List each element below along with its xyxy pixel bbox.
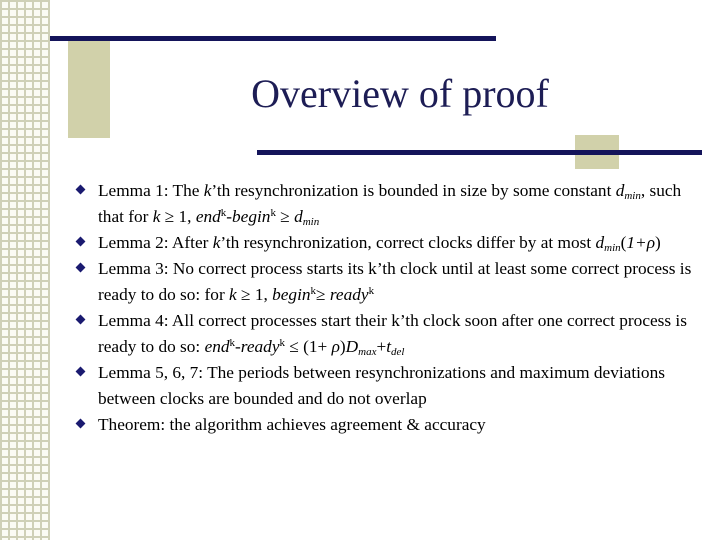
bullet-text-segment: ’th resynchronization is bounded in size by some constant <box>211 181 616 200</box>
bullet-text-segment: Lemma 2: After <box>98 233 213 252</box>
bullet-text-segment: d <box>294 207 303 226</box>
slide-title: Overview of proof <box>251 71 549 116</box>
bullet-text-segment: ≥ 1, <box>160 207 196 226</box>
bullet-text-segment: min <box>302 216 320 228</box>
bullet-text-segment: k <box>203 181 212 200</box>
bullet-text-segment: k <box>279 337 285 349</box>
bullet-diamond-icon <box>76 263 86 273</box>
bullet-text-segment: end <box>195 207 221 226</box>
bullet-text-segment: k <box>229 337 236 349</box>
bullet-text-segment: d <box>615 181 625 200</box>
decorative-bar-right <box>257 150 702 155</box>
bullet-text-segment: max <box>358 346 377 358</box>
bullet-text-segment: min <box>624 190 641 202</box>
bullet-diamond-icon <box>76 367 86 377</box>
bullet-text-segment: ρ <box>331 337 340 356</box>
decorative-block-top-left <box>68 40 110 138</box>
bullet-text-segment: Lemma 4: All correct processes start their k’th clock soon after one correct process is ready to do so: <box>98 311 687 356</box>
bullet-text-segment: D <box>345 337 359 356</box>
bullet-text-segment: ≥ 1, <box>236 285 273 304</box>
bullet-text-segment: Lemma 1: The <box>98 181 204 200</box>
bullet-text-segment: min <box>604 242 621 254</box>
bullet-item <box>73 178 693 230</box>
bullet-text <box>98 259 691 304</box>
bullet-text-segment: + <box>376 337 387 356</box>
bullet-text <box>98 415 486 434</box>
bullet-text-segment: begin <box>232 207 271 226</box>
bullet-text-segment: del <box>391 346 405 358</box>
bullet-text-segment: ) <box>339 337 346 356</box>
bullet-text-segment: k <box>270 207 276 219</box>
bullet-item <box>73 256 693 308</box>
bullet-text-segment: k <box>220 207 227 219</box>
bullet-diamond-icon <box>76 315 86 325</box>
bullet-diamond-icon <box>76 237 86 247</box>
bullet-item <box>73 308 693 360</box>
bullet-text-segment: begin <box>272 285 311 304</box>
bullet-text-segment: k <box>368 285 375 297</box>
bullet-item <box>73 412 693 438</box>
bullet-text-segment: ≤ (1+ <box>285 337 332 356</box>
decorative-bar-top <box>50 36 496 41</box>
bullet-text-segment: Theorem: the algorithm achieves agreement & accuracy <box>98 415 486 434</box>
bullet-text-segment: d <box>595 233 605 252</box>
bullet-text <box>98 363 665 408</box>
bullet-text-segment: ’th resynchronization, correct clocks differ by at most <box>220 233 596 252</box>
decorative-grid-strip <box>0 0 50 540</box>
bullet-text-segment: ( <box>620 233 627 252</box>
bullet-text-segment: ) <box>655 233 661 252</box>
bullet-text-segment: ready <box>329 285 369 304</box>
bullet-diamond-icon <box>76 419 86 429</box>
bullet-text <box>98 181 681 226</box>
bullet-text <box>98 311 687 356</box>
bullet-text-segment: t <box>386 337 392 356</box>
bullet-text <box>98 233 661 252</box>
bullet-text-segment: k <box>229 285 237 304</box>
bullet-text-segment: ≥ <box>316 285 330 304</box>
bullet-text-segment: Lemma 3: No correct process starts its k’th clock until at least some correct process is ready to do so: for <box>98 259 692 304</box>
bullet-text-segment: ready <box>240 337 280 356</box>
bullet-text-segment: - <box>226 207 233 226</box>
bullet-text-segment: k <box>310 285 317 297</box>
bullet-list <box>73 178 693 438</box>
bullet-text-segment: , such that for <box>98 181 682 226</box>
bullet-item <box>73 360 693 412</box>
bullet-text-segment: Lemma 5, 6, 7: The periods between resynchronizations and maximum deviations between clocks are bounded and do not overlap <box>98 363 665 408</box>
bullet-diamond-icon <box>76 185 86 195</box>
bullet-item <box>73 230 693 256</box>
bullet-text-segment: - <box>235 337 241 356</box>
bullet-text-segment: ≥ <box>275 207 295 226</box>
bullet-text-segment: 1+ρ <box>626 233 655 252</box>
bullet-text-segment: end <box>204 337 230 356</box>
bullet-text-segment: k <box>152 207 161 226</box>
bullet-text-segment: k <box>212 233 221 252</box>
